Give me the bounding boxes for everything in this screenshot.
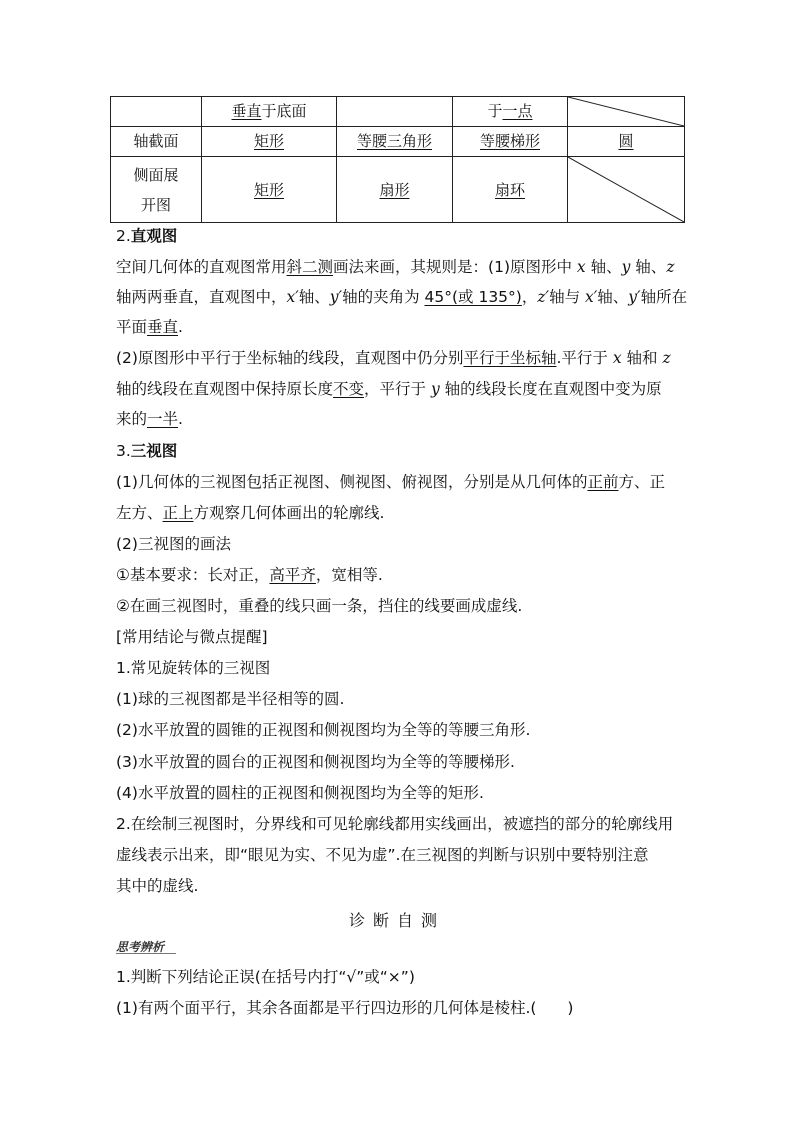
paragraph-line: 轴的线段在直观图中保持原长度不变，平行于 y 轴的线段长度在直观图中变为原 (116, 380, 662, 398)
table-cell: 圆 (568, 127, 685, 157)
paragraph-line: 平面垂直. (116, 318, 183, 336)
paragraph-line: (2)原图形中平行于坐标轴的线段，直观图中仍分别平行于坐标轴.平行于 x 轴和 z (116, 349, 671, 367)
paragraph-line: 左方、正上方观察几何体画出的轮廓线. (116, 504, 385, 522)
paragraph-line: (4)水平放置的圆柱的正视图和侧视图均为全等的矩形. (116, 784, 484, 802)
table-cell: 于一点 (453, 97, 568, 127)
question-line: 1.判断下列结论正误(在括号内打“√”或“×”) (116, 968, 415, 986)
paragraph-line: 轴两两垂直，直观图中，x′轴、y′轴的夹角为 45°(或 135°)，z′轴与 x′轴、y′轴所在 (116, 288, 688, 306)
table-cell: 矩形 (202, 157, 337, 223)
paragraph-line: ②在画三视图时，重叠的线只画一条，挡住的线要画成虚线. (116, 597, 523, 615)
table-cell: 垂直于底面 (202, 97, 337, 127)
row-header: 轴截面 (111, 127, 202, 157)
tips-heading: [常用结论与微点提醒] (116, 628, 268, 646)
paragraph-line: (1)几何体的三视图包括正视图、侧视图、俯视图，分别是从几何体的正前方、正 (116, 473, 665, 491)
table-cell: 矩形 (202, 127, 337, 157)
paragraph-line: 空间几何体的直观图常用斜二测画法来画，其规则是：(1)原图形中 x 轴、y 轴、z (116, 258, 675, 276)
table-row (111, 97, 685, 127)
paragraph-line: (3)水平放置的圆台的正视图和侧视图均为全等的等腰梯形. (116, 753, 515, 771)
table-cell: 扇环 (453, 157, 568, 223)
section-tag: 思考辨析 (116, 940, 165, 954)
paragraph-line: 2.在绘制三视图时，分界线和可见轮廓线都用实线画出，被遮挡的部分的轮廓线用 (116, 815, 674, 833)
table-cell: 等腰梯形 (453, 127, 568, 157)
diagonal-empty-cell (568, 157, 685, 223)
table-cell (337, 97, 453, 127)
table-row (111, 157, 685, 223)
table-cell: 扇形 (337, 157, 453, 223)
paragraph-line: 其中的虚线. (116, 877, 199, 895)
paragraph-line: (2)水平放置的圆锥的正视图和侧视图均为全等的等腰三角形. (116, 721, 531, 739)
section-heading: 3.三视图 (116, 442, 178, 460)
table-cell (111, 97, 202, 127)
paragraph-line: 1.常见旋转体的三视图 (116, 659, 271, 677)
solids-comparison-table (110, 96, 685, 223)
paragraph-line: 虚线表示出来，即“眼见为实、不见为虚”.在三视图的判断与识别中要特别注意 (116, 846, 649, 864)
paragraph-line: (2)三视图的画法 (116, 535, 231, 553)
section-heading: 2.直观图 (116, 227, 178, 245)
tag-underline (116, 953, 176, 954)
diagonal-empty-cell (568, 97, 685, 127)
table-cell: 等腰三角形 (337, 127, 453, 157)
question-line: (1)有两个面平行，其余各面都是平行四边形的几何体是棱柱.( ) (116, 999, 574, 1017)
row-header: 侧面展 开图 (111, 157, 202, 223)
paragraph-line: (1)球的三视图都是半径相等的圆. (116, 690, 345, 708)
paragraph-line: ①基本要求：长对正，高平齐，宽相等. (116, 566, 383, 584)
section-title: 诊断自测 (348, 911, 445, 930)
paragraph-line: 来的一半. (116, 410, 183, 428)
table-row (111, 127, 685, 157)
